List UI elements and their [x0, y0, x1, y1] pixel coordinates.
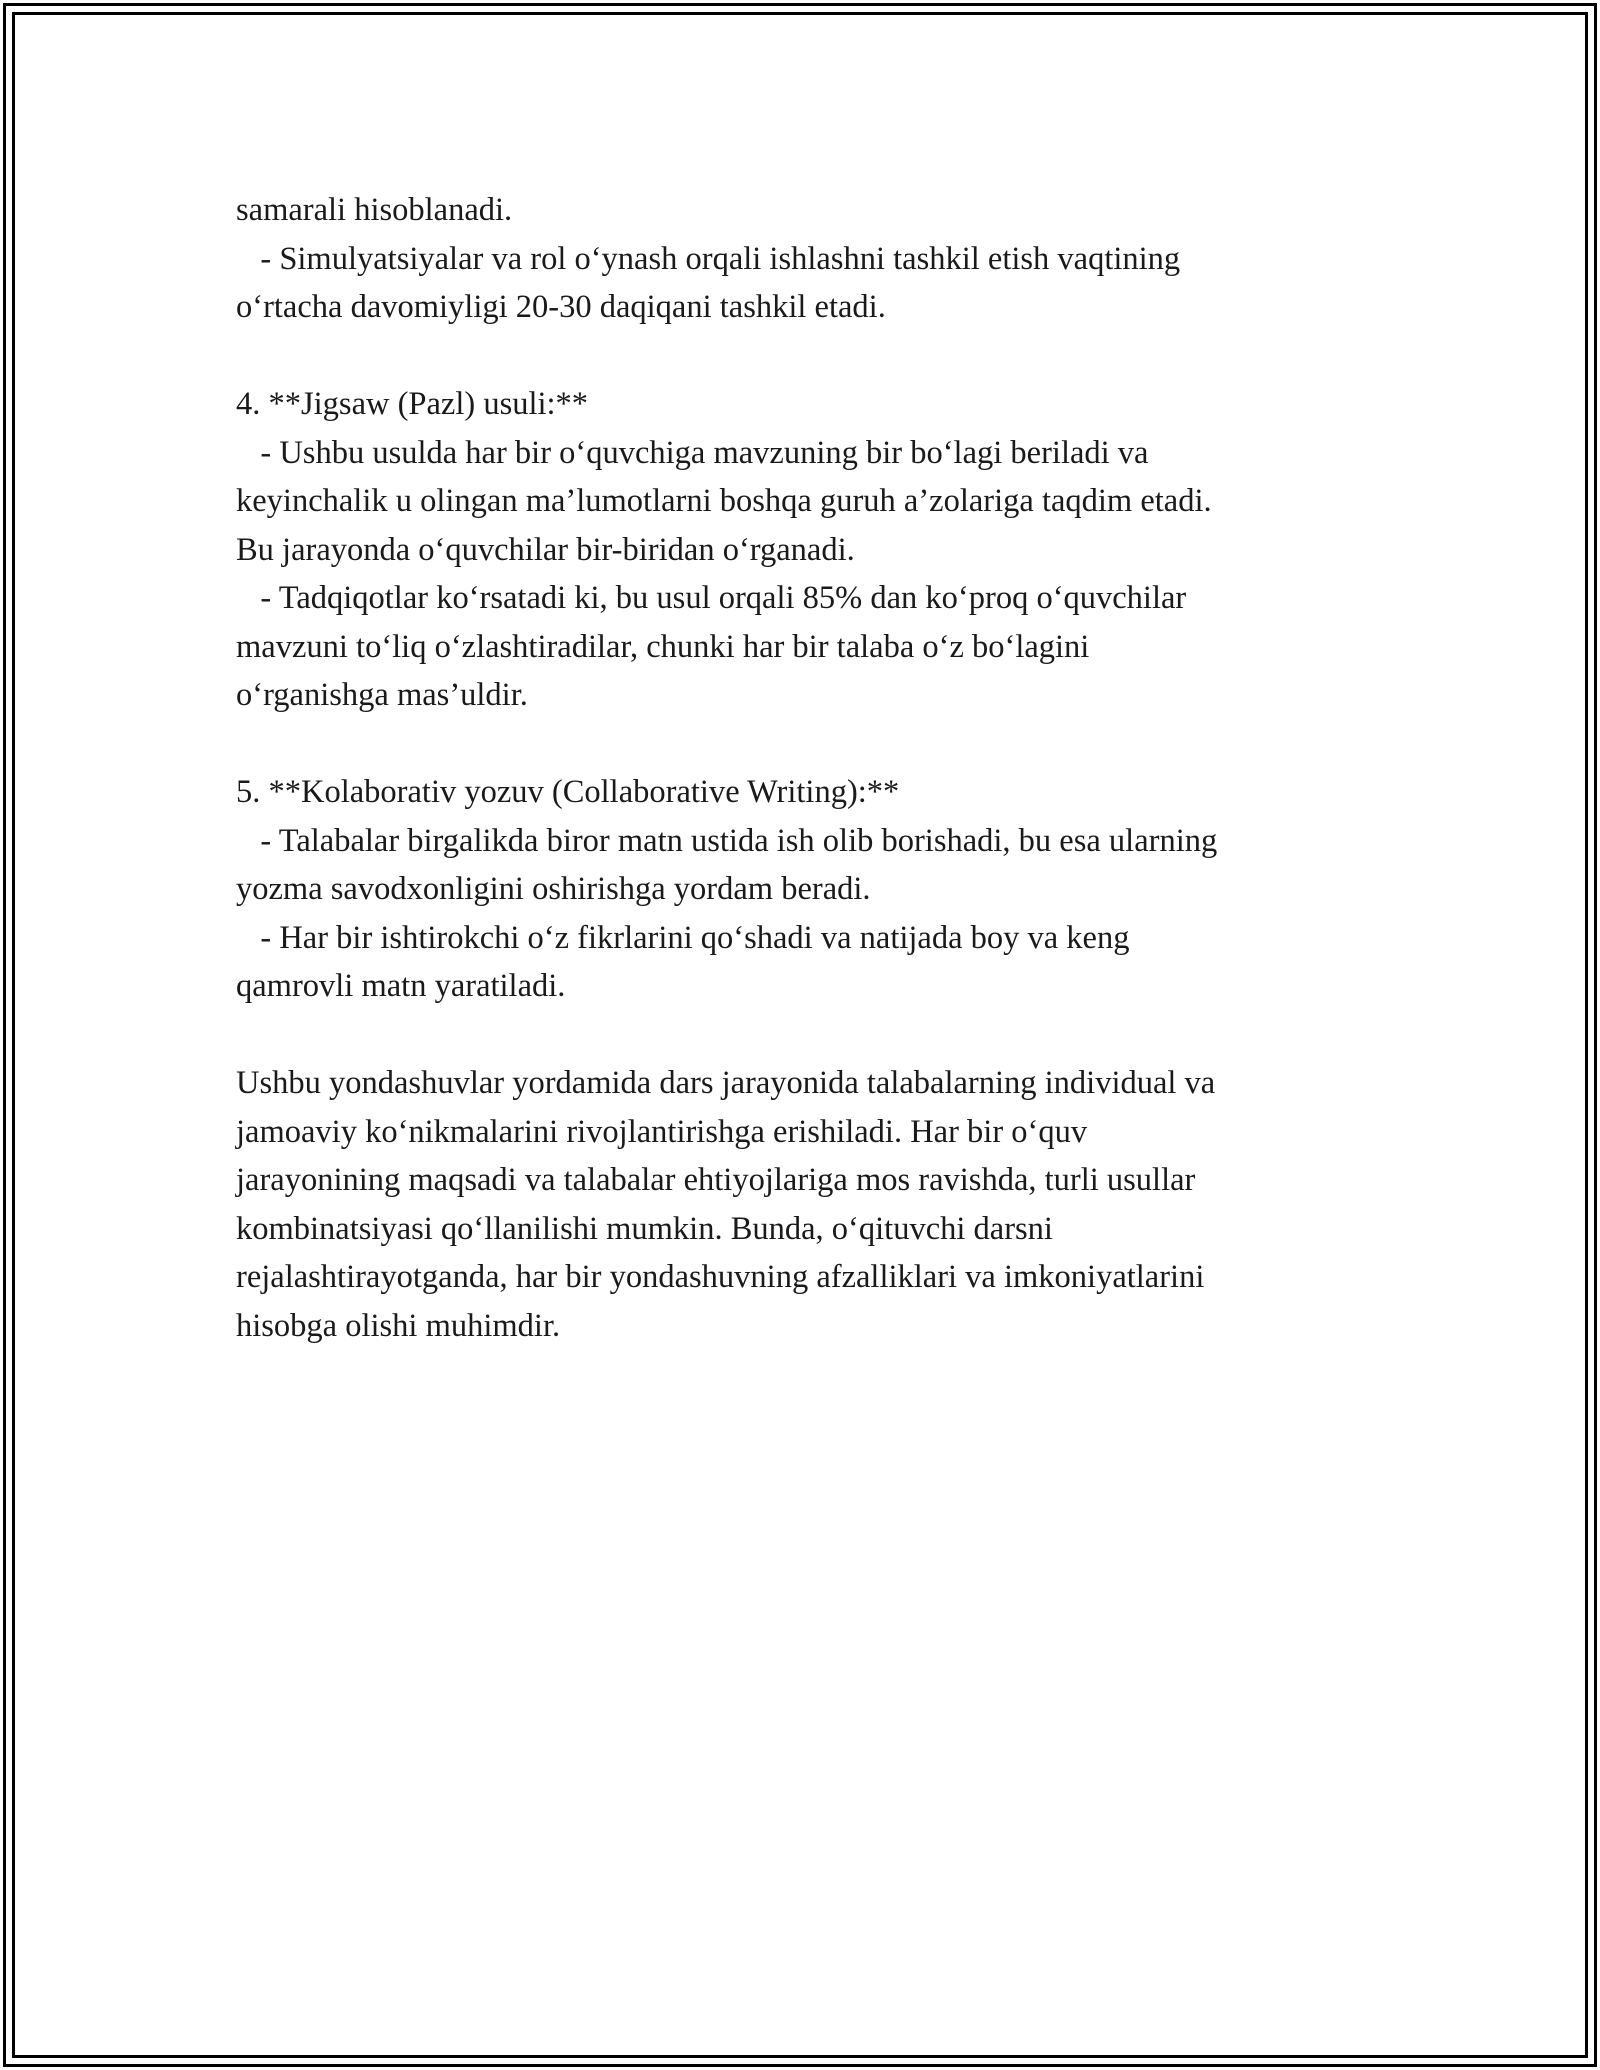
- text-line: Ushbu yondashuvlar yordamida dars jarayonida talabalarning individual va: [236, 1065, 1216, 1101]
- text-line: Bu jarayonda o‘quvchilar bir-biridan o‘rganadi.: [236, 531, 855, 568]
- section-heading: 4. **Jigsaw (Pazl) usuli:**: [236, 386, 589, 422]
- text-line: jamoaviy ko‘nikmalarini rivojlantirishga erishiladi. Har bir o‘quv: [236, 1113, 1088, 1150]
- text-line: - Har bir ishtirokchi o‘z fikrlarini qo‘shadi va natijada boy va keng: [236, 919, 1130, 956]
- document-body: [236, 186, 1366, 1350]
- paragraph-conclusion: [236, 1059, 1366, 1350]
- text-line: jarayonining maqsadi va talabalar ehtiyojlariga mos ravishda, turli usullar: [236, 1162, 1196, 1198]
- text-line: samarali hisoblanadi.: [236, 192, 513, 228]
- section-jigsaw: [236, 380, 1366, 720]
- text-line: rejalashtirayotganda, har bir yondashuvning afzalliklari va imkoniyatlarini: [236, 1259, 1205, 1295]
- text-line: o‘rtacha davomiyligi 20-30 daqiqani tashkil etadi.: [236, 289, 886, 325]
- text-line: keyinchalik u olingan ma’lumotlarni boshqa guruh a’zolariga taqdim etadi.: [236, 483, 1212, 519]
- text-line: yozma savodxonligini oshirishga yordam beradi.: [236, 871, 871, 907]
- text-line: - Tadqiqotlar ko‘rsatadi ki, bu usul orqali 85% dan ko‘proq o‘quvchilar: [236, 580, 1187, 616]
- text-line: hisobga olishi muhimdir.: [236, 1307, 561, 1344]
- section-heading: 5. **Kolaborativ yozuv (Collaborative Writing):**: [236, 774, 900, 810]
- text-line: mavzuni to‘liq o‘zlashtiradilar, chunki har bir talaba o‘z bo‘lagini: [236, 628, 1090, 665]
- paragraph-gap: [236, 720, 1366, 769]
- text-line: - Ushbu usulda har bir o‘quvchiga mavzuning bir bo‘lagi beriladi va: [236, 434, 1149, 471]
- text-line: - Simulyatsiyalar va rol o‘ynash orqali ishlashni tashkil etish vaqtining: [236, 240, 1181, 277]
- text-line: o‘rganishga mas’uldir.: [236, 677, 528, 713]
- paragraph-gap: [236, 332, 1366, 381]
- paragraph-simulation-continuation: [236, 186, 1366, 332]
- text-line: - Talabalar birgalikda biror matn ustida ish olib borishadi, bu esa ularning: [236, 822, 1218, 859]
- paragraph-gap: [236, 1011, 1366, 1060]
- text-line: qamrovli matn yaratiladi.: [236, 968, 566, 1004]
- text-line: kombinatsiyasi qo‘llanilishi mumkin. Bunda, o‘qituvchi darsni: [236, 1210, 1053, 1247]
- section-collaborative-writing: [236, 768, 1366, 1011]
